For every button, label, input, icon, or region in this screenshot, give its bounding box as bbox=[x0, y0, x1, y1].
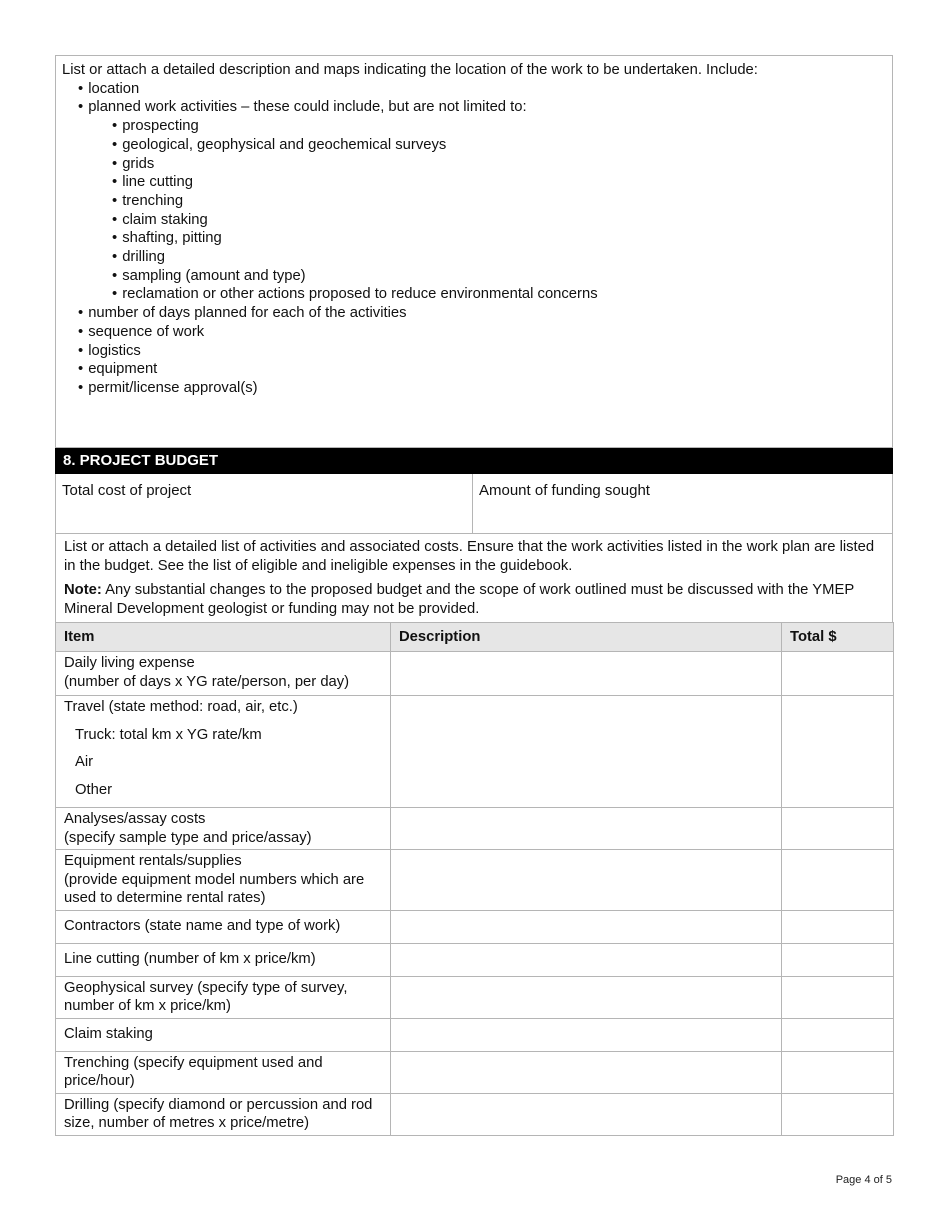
budget-table-header bbox=[56, 623, 894, 652]
item-text: Claim staking bbox=[64, 1026, 153, 1043]
total-cost-field[interactable] bbox=[55, 474, 473, 534]
total-cell[interactable] bbox=[782, 850, 894, 911]
description-cell[interactable] bbox=[391, 850, 782, 911]
column-header-item: Item bbox=[56, 623, 391, 652]
work-plan-item: • trenching bbox=[62, 192, 886, 211]
item-text: Equipment rentals/supplies bbox=[64, 853, 242, 869]
description-cell[interactable] bbox=[391, 652, 782, 696]
item-text: (number of days x YG rate/person, per day) bbox=[64, 673, 350, 690]
item-text: Contractors (state name and type of work) bbox=[64, 918, 341, 935]
total-cell[interactable] bbox=[782, 808, 894, 850]
table-row bbox=[56, 1018, 894, 1051]
cost-row bbox=[55, 474, 893, 534]
item-cell bbox=[56, 1093, 391, 1135]
item-text: Daily living expense bbox=[64, 655, 195, 671]
work-plan-item: • sampling (amount and type) bbox=[62, 267, 886, 286]
description-cell[interactable] bbox=[391, 910, 782, 943]
work-plan-item: • number of days planned for each of the activities bbox=[62, 304, 886, 323]
table-row bbox=[56, 943, 894, 976]
budget-intro-text: List or attach a detailed list of activities and associated costs. Ensure that the work activities listed in the work plan are listed in the budget. See the list of eligible and ineligible expenses in the guidebook. bbox=[64, 539, 875, 574]
table-row bbox=[56, 1093, 894, 1135]
description-cell[interactable] bbox=[391, 943, 782, 976]
item-cell bbox=[56, 976, 391, 1018]
item-cell bbox=[56, 910, 391, 943]
funding-sought-field[interactable] bbox=[473, 474, 893, 534]
note-label: Note: bbox=[64, 582, 102, 598]
item-text: Line cutting (number of km x price/km) bbox=[64, 951, 316, 968]
budget-instructions bbox=[55, 534, 893, 623]
work-plan-item: • equipment bbox=[62, 360, 886, 379]
total-cell[interactable] bbox=[782, 652, 894, 696]
description-cell[interactable] bbox=[391, 1018, 782, 1051]
item-text: Geophysical survey (specify type of survey, number of km x price/km) bbox=[64, 979, 348, 1014]
page-number: Page 4 of 5 bbox=[835, 1174, 892, 1186]
description-cell[interactable] bbox=[391, 696, 782, 808]
funding-sought-label: Amount of funding sought bbox=[479, 482, 650, 499]
item-subtext: Truck: total km x YG rate/km bbox=[75, 726, 262, 743]
work-plan-item: • location bbox=[62, 80, 886, 99]
item-subtext: Air bbox=[75, 754, 94, 770]
total-cell[interactable] bbox=[782, 1051, 894, 1093]
total-cell[interactable] bbox=[782, 976, 894, 1018]
work-plan-item: • drilling bbox=[62, 248, 886, 267]
item-text: (provide equipment model numbers which are used to determine rental rates) bbox=[64, 871, 365, 906]
total-cell[interactable] bbox=[782, 1018, 894, 1051]
item-text: Trenching (specify equipment used and price/hour) bbox=[64, 1054, 323, 1089]
work-plan-item: • prospecting bbox=[62, 117, 886, 136]
description-cell[interactable] bbox=[391, 1093, 782, 1135]
total-cost-label: Total cost of project bbox=[62, 482, 192, 499]
work-plan-item: • logistics bbox=[62, 342, 886, 361]
table-row bbox=[56, 976, 894, 1018]
total-cell[interactable] bbox=[782, 1093, 894, 1135]
work-plan-item: • planned work activities – these could include, but are not limited to: bbox=[62, 98, 886, 117]
description-cell[interactable] bbox=[391, 976, 782, 1018]
item-cell bbox=[56, 696, 391, 808]
budget-table bbox=[55, 622, 894, 1136]
work-plan-item: • reclamation or other actions proposed to reduce environmental concerns bbox=[62, 285, 886, 304]
item-cell bbox=[56, 1051, 391, 1093]
section-header-project-budget: 8. PROJECT BUDGET bbox=[55, 448, 893, 474]
total-cell[interactable] bbox=[782, 910, 894, 943]
item-subtext: Other bbox=[75, 781, 113, 798]
table-row bbox=[56, 696, 894, 808]
item-text: Analyses/assay costs bbox=[64, 811, 206, 827]
item-text: Drilling (specify diamond or percussion and rod size, number of metres x price/metre) bbox=[64, 1096, 373, 1131]
total-cell[interactable] bbox=[782, 696, 894, 808]
work-plan-item: • permit/license approval(s) bbox=[62, 379, 886, 398]
work-plan-item: • claim staking bbox=[62, 211, 886, 230]
item-cell bbox=[56, 808, 391, 850]
item-cell bbox=[56, 1018, 391, 1051]
work-plan-item: • grids bbox=[62, 155, 886, 174]
work-plan-item: • line cutting bbox=[62, 173, 886, 192]
table-row bbox=[56, 808, 894, 850]
work-plan-box bbox=[55, 55, 893, 448]
budget-note bbox=[64, 581, 884, 618]
item-cell bbox=[56, 943, 391, 976]
description-cell[interactable] bbox=[391, 808, 782, 850]
work-plan-intro: List or attach a detailed description and maps indicating the location of the work to be undertaken. Include: bbox=[62, 62, 758, 78]
total-cell[interactable] bbox=[782, 943, 894, 976]
table-row bbox=[56, 1051, 894, 1093]
work-plan-item: • geological, geophysical and geochemical surveys bbox=[62, 136, 886, 155]
table-row bbox=[56, 850, 894, 911]
item-cell bbox=[56, 652, 391, 696]
column-header-description: Description bbox=[391, 623, 782, 652]
note-text: Any substantial changes to the proposed budget and the scope of work outlined must be discussed with the YMEP Mineral Development geologist or funding may not be provided. bbox=[64, 582, 854, 617]
description-cell[interactable] bbox=[391, 1051, 782, 1093]
table-row bbox=[56, 652, 894, 696]
work-plan-list bbox=[62, 80, 886, 398]
item-cell bbox=[56, 850, 391, 911]
work-plan-item: • shafting, pitting bbox=[62, 229, 886, 248]
column-header-total: Total $ bbox=[782, 623, 894, 652]
table-row bbox=[56, 910, 894, 943]
item-text: (specify sample type and price/assay) bbox=[64, 829, 312, 846]
work-plan-item: • sequence of work bbox=[62, 323, 886, 342]
item-text: Travel (state method: road, air, etc.) bbox=[64, 699, 298, 715]
